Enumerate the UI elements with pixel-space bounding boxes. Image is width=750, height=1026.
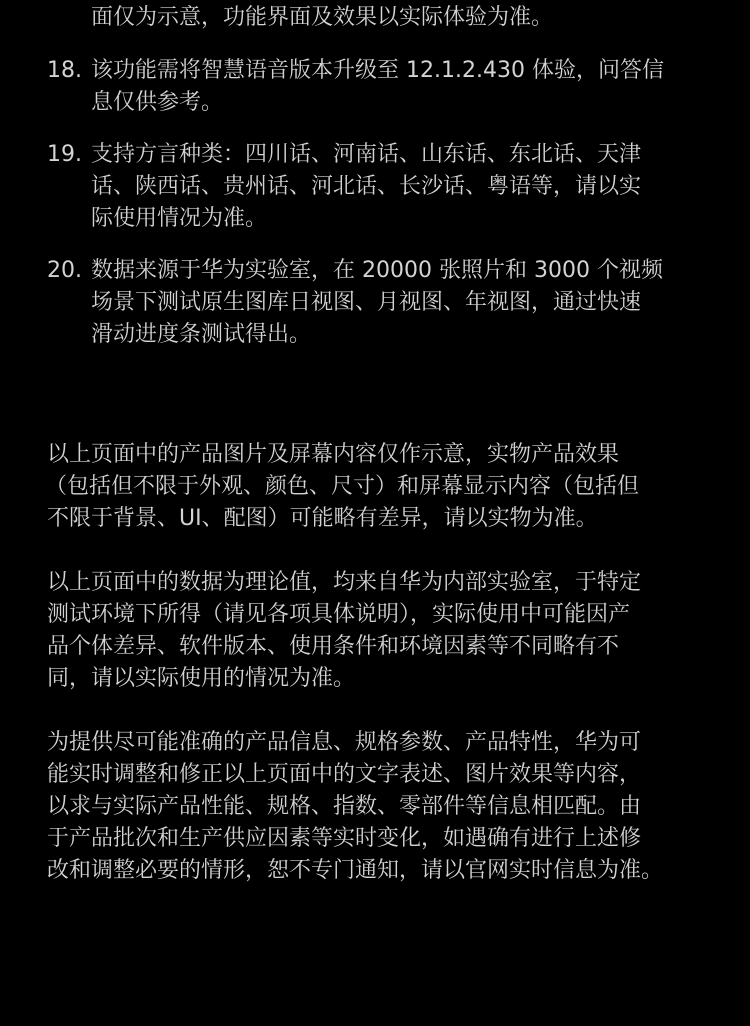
footnote-item-20 <box>47 255 717 351</box>
disclaimer-theoretical-data <box>47 567 707 695</box>
footnote-line: 支持方言种类：四川话、河南话、山东话、东北话、天津 <box>91 142 642 167</box>
disclaimer-product-images <box>47 439 707 535</box>
disclaimer-line: 品个体差异、软件版本、使用条件和环境因素等不同略有不 <box>47 634 620 659</box>
footnote-line: 数据来源于华为实验室，在 20000 张照片和 3000 个视频 <box>91 258 663 283</box>
footnote-line: 息仅供参考。 <box>91 90 224 115</box>
footnote-line: 话、陕西话、贵州话、河北话、长沙话、粤语等，请以实 <box>91 174 642 199</box>
disclaimer-line: 改和调整必要的情形，恕不专门通知，请以官网实时信息为准。 <box>47 858 664 883</box>
footnote-line: 场景下测试原生图库日视图、月视图、年视图，通过快速 <box>91 290 642 315</box>
footnote-line: 该功能需将智慧语音版本升级至 12.1.2.430 体验，问答信 <box>91 58 664 83</box>
footnote-number: 20. <box>47 258 82 283</box>
footnote-item-19 <box>47 139 717 235</box>
footnote-continuation-text: 面仅为示意，功能界面及效果以实际体验为准。 <box>91 5 554 30</box>
disclaimer-line: （包括但不限于外观、颜色、尺寸）和屏幕显示内容（包括但 <box>45 474 640 499</box>
footnote-line: 滑动进度条测试得出。 <box>91 322 312 347</box>
disclaimer-line: 以求与实际产品性能、规格、指数、零部件等信息相匹配。由 <box>47 794 642 819</box>
disclaimer-line: 为提供尽可能准确的产品信息、规格参数、产品特性，华为可 <box>47 730 642 755</box>
disclaimer-line: 能实时调整和修正以上页面中的文字表述、图片效果等内容， <box>47 762 642 787</box>
disclaimer-content-adjustment <box>47 727 707 887</box>
disclaimer-line: 以上页面中的产品图片及屏幕内容仅作示意，实物产品效果 <box>47 442 620 467</box>
disclaimer-line: 于产品批次和生产供应因素等实时变化，如遇确有进行上述修 <box>47 826 642 851</box>
footnote-number: 19. <box>47 142 82 167</box>
disclaimer-line: 同，请以实际使用的情况为准。 <box>47 666 356 691</box>
disclaimer-line: 不限于背景、UI、配图）可能略有差异，请以实物为准。 <box>47 506 598 531</box>
footnote-item-18 <box>47 55 717 119</box>
footnote-number: 18. <box>47 58 82 83</box>
disclaimer-line: 测试环境下所得（请见各项具体说明），实际使用中可能因产 <box>47 602 631 627</box>
disclaimer-line: 以上页面中的数据为理论值，均来自华为内部实验室，于特定 <box>47 570 642 595</box>
footnote-line: 际使用情况为准。 <box>91 206 268 231</box>
